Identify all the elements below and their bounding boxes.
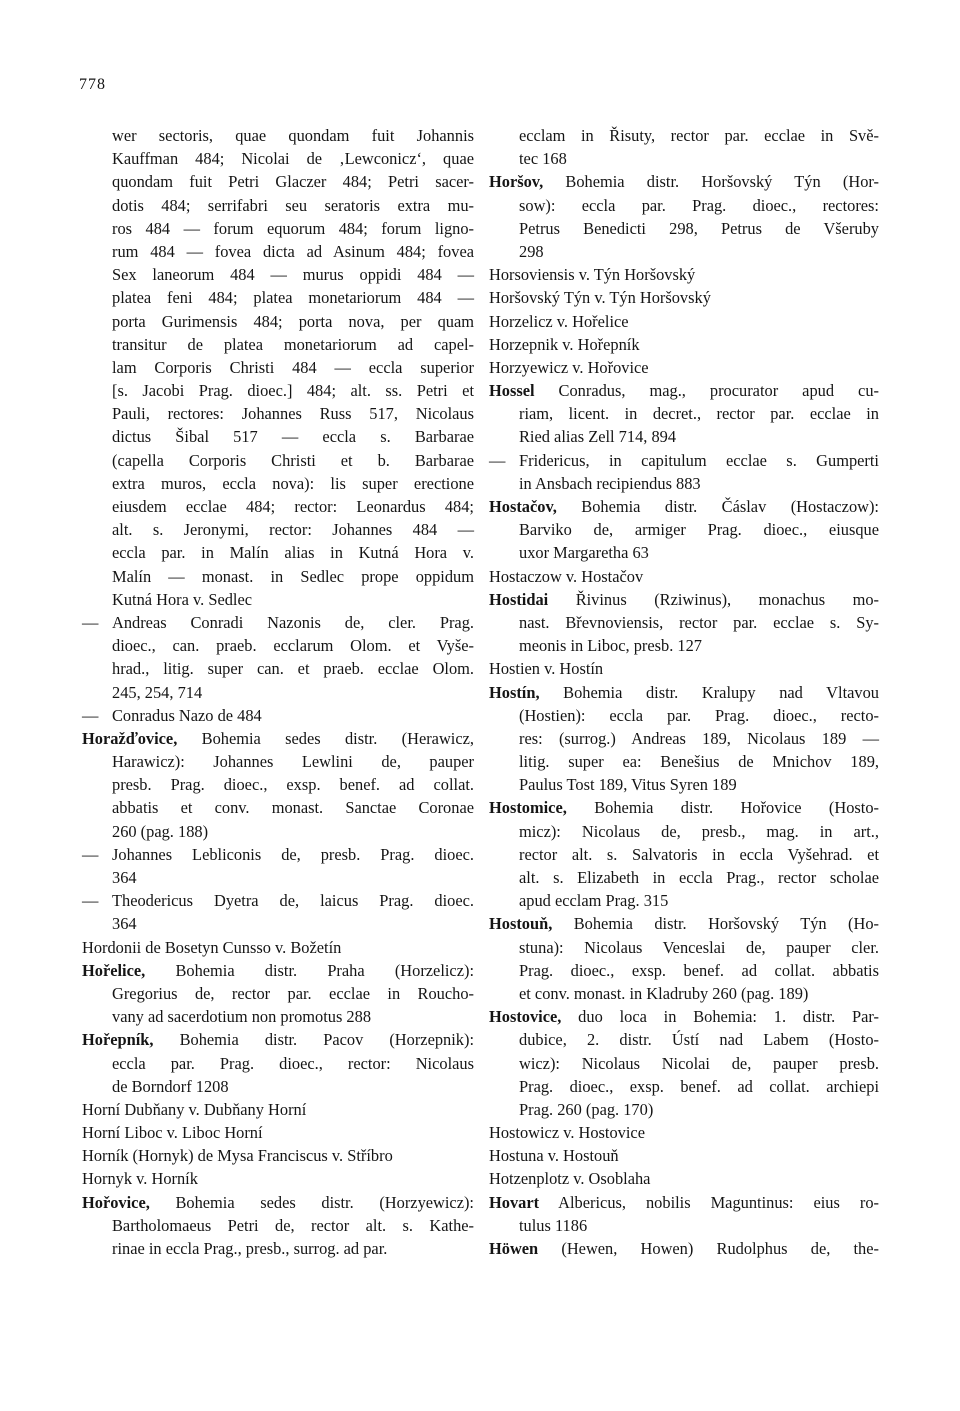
text-line: [82, 1005, 474, 1028]
text-line: [82, 1191, 474, 1214]
text-line: [82, 1144, 474, 1167]
line-text: Bohemia distr. Čáslav (Hostaczow):: [556, 497, 879, 516]
text-line: [82, 217, 474, 240]
line-text: ros 484 — forum equorum 484; forum ligno-: [112, 218, 474, 238]
text-line: [489, 959, 879, 982]
text-line: [489, 518, 879, 541]
text-line: [82, 959, 474, 982]
text-line: [489, 356, 879, 379]
text-line: [82, 1214, 474, 1237]
line-text: Bohemia sedes distr. (Herawicz,: [177, 728, 474, 748]
text-line: [489, 379, 879, 402]
text-line: [82, 1028, 474, 1051]
text-line: [82, 611, 474, 634]
text-line: [489, 1167, 879, 1190]
text-line: [489, 310, 879, 333]
text-line: [489, 565, 879, 588]
line-text: Hordonii de Bosetyn Cunsso v. Božetín: [82, 937, 342, 957]
entry-headword: Horšov,: [489, 172, 544, 192]
text-line: [82, 147, 474, 170]
text-line: [489, 982, 879, 1005]
line-text: Pauli, rectores: Johannes Russ 517, Nicolaus: [112, 404, 474, 424]
line-text: et conv. monast. in Kladruby 260 (pag. 189): [519, 983, 809, 1003]
line-text: rinae in eccla Prag., presb., surrog. ad par.: [112, 1239, 388, 1258]
text-line: [489, 588, 879, 611]
entry-headword: Hostovice,: [489, 1007, 562, 1027]
line-text: Bohemia distr. Horšovský Týn (Hor-: [543, 172, 879, 192]
line-text: 245, 254, 714: [112, 682, 203, 702]
line-text: vany ad sacerdotium non promotus 288: [112, 1007, 372, 1027]
text-line: [82, 518, 474, 541]
text-line: [489, 170, 879, 193]
line-text: 298: [519, 241, 544, 261]
entry-headword: Hořepník,: [82, 1030, 154, 1050]
line-text: Bohemia sedes distr. (Horzyewicz):: [149, 1192, 474, 1212]
text-line: [489, 449, 879, 472]
text-line: [82, 170, 474, 193]
text-line: [489, 657, 879, 680]
line-text: stuna): Nicolaus Venceslai de, pauper cler.: [519, 937, 879, 957]
line-text: dotis 484; serrifabri seu seratoris extra mu-: [112, 195, 474, 215]
text-line: [82, 379, 474, 402]
text-line: [82, 681, 474, 704]
line-text: Horzyewicz v. Hořovice: [489, 357, 649, 377]
line-text: Fridericus, in capitulum ecclae s. Gumperti: [519, 450, 879, 470]
text-line: [82, 936, 474, 959]
text-line: [489, 889, 879, 912]
line-text: eccla par. Prag. dioec., rector: Nicolaus: [112, 1053, 474, 1073]
text-line: [82, 1075, 474, 1098]
line-text: Hostien v. Hostín: [489, 659, 604, 679]
text-line: [82, 1052, 474, 1075]
line-text: Horní Dubňany v. Dubňany Horní: [82, 1099, 307, 1119]
text-line: [489, 194, 879, 217]
line-text: ecclam in Řisuty, rector par. ecclae in Svě-: [519, 126, 879, 145]
text-line: [82, 843, 474, 866]
line-text: Horník (Hornyk) de Mysa Franciscus v. Stříbro: [82, 1146, 393, 1166]
text-line: [489, 217, 879, 240]
line-text: (Hostien): eccla par. Prag. dioec., recto-: [519, 705, 879, 725]
line-text: 364: [112, 914, 137, 934]
text-line: [489, 866, 879, 889]
text-line: [489, 541, 879, 564]
text-line: [82, 750, 474, 773]
entry-headword: Hořovice,: [82, 1192, 150, 1212]
line-text: Theodericus Dyetra de, laicus Prag. dioec.: [112, 891, 474, 911]
text-line: [82, 124, 474, 147]
entry-headword: Hovart: [489, 1192, 540, 1212]
text-line: [489, 1144, 879, 1167]
line-text: Hotzenplotz v. Osoblaha: [489, 1169, 651, 1189]
line-text: abbatis et conv. monast. Sanctae Coronae: [112, 798, 474, 818]
line-text: Ried alias Zell 714, 894: [519, 427, 677, 447]
line-text: meonis in Liboc, presb. 127: [519, 636, 703, 656]
text-line: [489, 147, 879, 170]
line-text: Gregorius de, rector par. ecclae in Roucho-: [112, 983, 474, 1003]
line-text: Horsoviensis v. Týn Horšovský: [489, 265, 696, 285]
text-line: [82, 333, 474, 356]
text-line: [82, 310, 474, 333]
line-text: alt. s. Elizabeth in eccla Prag., rector scholae: [519, 868, 879, 887]
line-text: riam, licent. in decret., rector par. ecclae in: [519, 404, 879, 424]
line-text: Kutná Hora v. Sedlec: [112, 589, 253, 609]
text-line: [489, 333, 879, 356]
line-text: Hostuna v. Hostouň: [489, 1146, 619, 1166]
line-text: Andreas Conradi Nazonis de, cler. Prag.: [112, 612, 474, 632]
line-text: porta Gurimensis 484; porta nova, per quam: [112, 311, 474, 331]
text-line: [489, 1214, 879, 1237]
line-text: tulus 1186: [519, 1215, 588, 1235]
line-text: Horní Liboc v. Liboc Horní: [82, 1123, 263, 1143]
text-line: [82, 402, 474, 425]
text-line: [82, 449, 474, 472]
line-text: Bohemia distr. Pacov (Horzepnik):: [153, 1030, 474, 1050]
text-line: [489, 1005, 879, 1028]
text-line: [489, 1028, 879, 1051]
entry-headword: Höwen: [489, 1239, 539, 1258]
line-text: Bohemia distr. Horšovský Týn (Ho-: [552, 914, 879, 934]
line-text: platea feni 484; platea monetariorum 484 —: [112, 288, 474, 308]
text-line: [489, 796, 879, 819]
line-text: Petrus Benedicti 298, Petrus de Všeruby: [519, 218, 879, 238]
text-line: [489, 425, 879, 448]
text-line: [489, 681, 879, 704]
line-text: Paulus Tost 189, Vitus Syren 189: [519, 775, 737, 795]
text-line: [489, 750, 879, 773]
line-text: 260 (pag. 188): [112, 821, 209, 841]
left-column: [82, 124, 474, 1260]
text-line: [82, 240, 474, 263]
text-line: [489, 773, 879, 796]
line-text: Řivinus (Rziwinus), monachus mo-: [548, 589, 879, 609]
line-text: Harawicz): Johannes Lewlini de, pauper: [112, 752, 474, 772]
entry-headword: Hostidai: [489, 589, 549, 609]
line-text: Hornyk v. Horník: [82, 1169, 198, 1189]
line-text: Bartholomaeus Petri de, rector alt. s. Kathe-: [112, 1215, 474, 1235]
text-line: [489, 936, 879, 959]
line-text: Hostaczow v. Hostačov: [489, 566, 644, 586]
line-text: nast. Břevnoviensis, rector par. ecclae s. Sy-: [519, 612, 879, 632]
text-line: [82, 1098, 474, 1121]
entry-headword: Hostouň,: [489, 914, 553, 934]
text-line: [82, 356, 474, 379]
text-line: [82, 912, 474, 935]
line-text: Prag. dioec., exsp. benef. ad collat. archiepi: [519, 1076, 879, 1096]
line-text: tec 168: [519, 149, 567, 169]
text-line: [82, 657, 474, 680]
entry-headword: Hostín,: [489, 682, 540, 702]
text-line: [82, 796, 474, 819]
line-text: Malín — monast. in Sedlec prope oppidum: [112, 566, 474, 586]
text-line: [489, 820, 879, 843]
line-text: de Borndorf 1208: [112, 1076, 229, 1096]
line-text: litig. super ea: Benešius de Mnichov 189,: [519, 752, 879, 772]
line-text: (capella Corporis Christi et b. Barbarae: [112, 450, 474, 470]
line-text: dioec., can. praeb. ecclarum Olom. et Vyše-: [112, 636, 474, 656]
line-text: Conradus, mag., procurator apud cu-: [534, 381, 879, 401]
line-text: Horšovský Týn v. Týn Horšovský: [489, 288, 711, 308]
line-text: Albericus, nobilis Maguntinus: eius ro-: [539, 1192, 879, 1212]
text-line: [489, 634, 879, 657]
line-text: micz): Nicolaus de, presb., mag. in art.,: [519, 821, 879, 841]
text-line: [489, 495, 879, 518]
line-text: Bohemia distr. Kralupy nad Vltavou: [539, 682, 879, 702]
text-line: [82, 773, 474, 796]
line-text: Horzelicz v. Hořelice: [489, 311, 629, 331]
text-line: [82, 704, 474, 727]
entry-headword: Hostomice,: [489, 798, 567, 818]
text-line: [489, 912, 879, 935]
text-line: [82, 634, 474, 657]
text-line: [82, 820, 474, 843]
text-line: [489, 1121, 879, 1144]
text-line: [489, 704, 879, 727]
line-text: Conradus Nazo de 484: [112, 705, 262, 725]
line-text: in Ansbach recipiendus 883: [519, 473, 701, 493]
line-text: Barviko de, armiger Prag. dioec., eiusque: [519, 520, 879, 540]
text-line: [82, 495, 474, 518]
line-text: rum 484 — fovea dicta ad Asinum 484; fovea: [112, 241, 474, 261]
line-text: alt. s. Jeronymi, rector: Johannes 484 —: [112, 520, 474, 540]
line-text: uxor Margaretha 63: [519, 543, 649, 563]
entry-headword: Hořelice,: [82, 960, 146, 980]
line-text: wer sectoris, quae quondam fuit Johannis: [112, 126, 474, 145]
line-text: Horzepnik v. Hořepník: [489, 334, 640, 354]
text-line: [489, 124, 879, 147]
line-text: extra muros, eccla nova): lis super erectione: [112, 473, 474, 493]
line-text: Sex laneorum 484 — murus oppidi 484 —: [112, 265, 474, 285]
text-line: [82, 425, 474, 448]
line-text: dubice, 2. distr. Ústí nad Labem (Hosto-: [519, 1030, 879, 1050]
text-line: [82, 1237, 474, 1260]
text-line: [82, 194, 474, 217]
line-text: dictus Šibal 517 — eccla s. Barbarae: [112, 427, 474, 447]
line-text: lam Corporis Christi 484 — eccla superior: [112, 357, 474, 377]
line-text: Prag. 260 (pag. 170): [519, 1099, 654, 1119]
text-line: [82, 982, 474, 1005]
line-text: Prag. dioec., exsp. benef. ad collat. abbatis: [519, 960, 879, 980]
line-text: wicz): Nicolaus Nicolai de, pauper presb.: [519, 1053, 879, 1073]
line-text: Bohemia distr. Hořovice (Hosto-: [566, 798, 879, 818]
entry-headword: Hossel: [489, 381, 535, 401]
line-text: apud ecclam Prag. 315: [519, 891, 669, 911]
text-line: [489, 727, 879, 750]
line-text: transitur de platea monetariorum ad capel-: [112, 334, 474, 354]
text-line: [82, 727, 474, 750]
line-text: Kauffman 484; Nicolai de ‚Lewconicz‘, quae: [112, 149, 474, 169]
line-text: sow): eccla par. Prag. dioec., rectores:: [519, 195, 879, 215]
line-text: Hostowicz v. Hostovice: [489, 1123, 645, 1143]
text-line: [489, 1237, 879, 1260]
line-text: eccla par. in Malín alias in Kutná Hora v.: [112, 543, 474, 563]
text-line: [489, 240, 879, 263]
text-line: [82, 866, 474, 889]
line-text: quondam fuit Petri Glaczer 484; Petri sacer-: [112, 172, 474, 192]
text-line: [82, 541, 474, 564]
text-line: [489, 472, 879, 495]
text-line: [489, 1052, 879, 1075]
text-line: [82, 565, 474, 588]
line-text: rector alt. s. Salvatoris in eccla Vyšehrad. et: [519, 844, 879, 864]
line-text: hrad., litig. super can. et praeb. ecclae Olom.: [112, 659, 474, 679]
text-line: [489, 1075, 879, 1098]
text-line: [82, 889, 474, 912]
text-line: [489, 1191, 879, 1214]
entry-headword: Hostačov,: [489, 497, 557, 516]
line-text: [s. Jacobi Prag. dioec.] 484; alt. ss. Petri et: [112, 381, 474, 401]
line-text: (Hewen, Howen) Rudolphus de, the-: [538, 1239, 879, 1258]
line-text: duo loca in Bohemia: 1. distr. Par-: [561, 1007, 879, 1027]
text-line: [82, 1121, 474, 1144]
text-line: [82, 588, 474, 611]
line-text: presb. Prag. dioec., exsp. benef. ad collat.: [112, 775, 474, 795]
text-line: [489, 263, 879, 286]
entry-headword: Horažďovice,: [82, 728, 178, 748]
text-line: [82, 286, 474, 309]
text-line: [489, 611, 879, 634]
line-text: eiusdem ecclae 484; rector: Leonardus 484;: [112, 497, 474, 516]
text-line: [489, 402, 879, 425]
text-line: [489, 843, 879, 866]
text-line: [82, 263, 474, 286]
right-column: [489, 124, 879, 1260]
text-line: [82, 472, 474, 495]
line-text: res: (surrog.) Andreas 189, Nicolaus 189 —: [519, 728, 879, 748]
text-line: [489, 286, 879, 309]
line-text: Johannes Lebliconis de, presb. Prag. dioec.: [112, 844, 474, 864]
line-text: Bohemia distr. Praha (Horzelicz):: [145, 960, 474, 980]
page-number: 778: [79, 76, 106, 93]
text-line: [489, 1098, 879, 1121]
line-text: 364: [112, 868, 137, 887]
text-line: [82, 1167, 474, 1190]
